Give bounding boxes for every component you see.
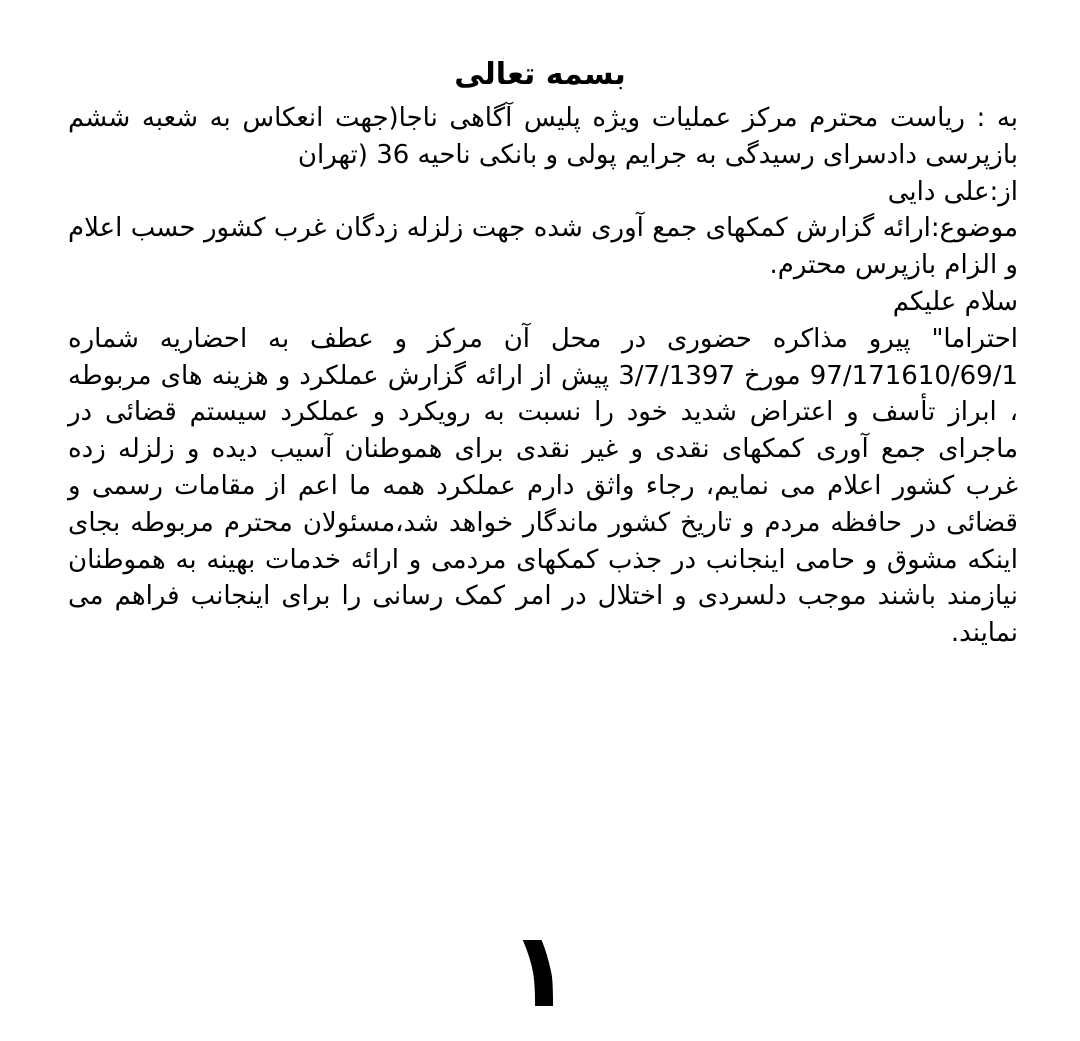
sender-line: از:علی دایی — [887, 176, 1018, 207]
subject-line: موضوع:ارائه گزارش کمکهای جمع آوری شده جهت زلزله زدگان غرب کشور حسب اعلام و الزام بازپرس محترم. — [68, 213, 1018, 281]
recipient-line: به : ریاست محترم مرکز عملیات ویژه پلیس آگاهی ناجا(جهت انعکاس به شعبه ششم بازپرسی دادسرای رسیدگی به جرایم پولی و بانکی ناحیه 36 (تهران — [68, 103, 1018, 170]
body-paragraph: احتراما" پیرو مذاکره حضوری در محل آن مرکز و عطف به احضاریه شماره 97/171610/69/1 مورخ 3/7/1397 پیش از ارائه گزارش عملکرد و هزینه های مربوطه ، ابراز تأسف و اعتراض شدید خود را نسبت به رویکرد و عملکرد سیستم قضائی در ماجرای جمع آوری کمکهای نقدی و غیر نقدی برای هموطنان آسیب دیده و زلزله زده غرب کشور اعلام می نمایم، رجاء واثق دارم عملکرد همه ما اعم از مقامات رسمی و قضائی در حافظه مردم و تاریخ کشور ماندگار خواهد شد،مسئولان محترم مربوطه بجای اینکه مشوق و حامی اینجانب در جذب کمکهای مردمی و ارائه خدمات بهینه به هموطنان نیازمند باشند موجب دلسردی و اختلال در امر کمک رسانی را برای اینجانب فراهم می نمایند. — [68, 323, 1019, 649]
letter-body — [68, 100, 1018, 652]
letter-heading: بسمه تعالی — [454, 57, 626, 92]
greeting-line: سلام علیکم — [892, 286, 1018, 317]
page-number: ۱ — [508, 909, 572, 1031]
